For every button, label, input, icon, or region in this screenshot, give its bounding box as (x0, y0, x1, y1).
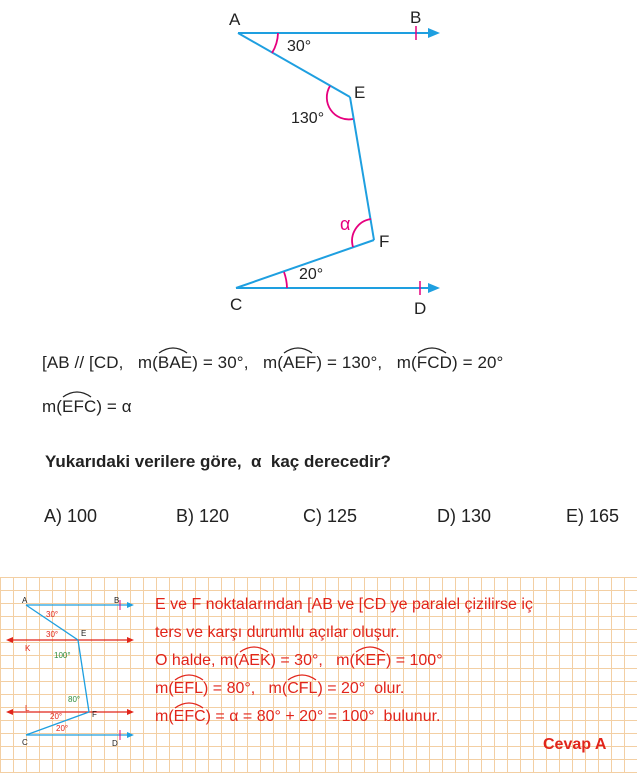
arc-efc-text (62, 397, 96, 417)
ray-cd-arrow (428, 283, 440, 293)
mini-angle-80: 80° (68, 695, 81, 704)
sol3-pre: O halde, m( (155, 652, 239, 669)
m4-arc: EFC (62, 397, 97, 416)
given-parallel: [AB // [CD, (42, 353, 124, 372)
mini-angle-30a: 30° (46, 610, 59, 619)
solution-line-4 (155, 680, 404, 698)
sol4-post: ) = 20° olur. (317, 680, 405, 697)
point-a-label: A (229, 10, 241, 29)
sol3-mid: ) = 30°, m( (270, 652, 355, 669)
m2-post: ) = 130°, (316, 353, 383, 372)
ray-ab-arrow (428, 28, 440, 38)
point-c-label: C (230, 295, 243, 314)
sol5-pre: m( (155, 708, 174, 725)
m4-pre: m( (42, 397, 63, 416)
angle-bae-label: 30° (287, 38, 312, 55)
sol4-pre: m( (155, 680, 174, 697)
m4-post: ) = α (96, 397, 132, 416)
point-f-label: F (379, 232, 390, 251)
solution-line-1: E ve F noktalarından [AB ve [CD ye paralel çizilirse iç (155, 596, 533, 613)
angle-efc-label: α (340, 214, 351, 234)
sol4-mid: ) = 80°, m( (203, 680, 288, 697)
option-e[interactable]: E) 165 (566, 506, 620, 526)
mini-b: B (114, 596, 120, 605)
m1-arc: BAE (157, 353, 193, 372)
solution-line-5 (155, 708, 440, 726)
arc-cfl-text (287, 680, 317, 698)
mini-c: C (22, 738, 28, 747)
arc-efl-text (174, 680, 203, 698)
m3-post: ) = 20° (452, 353, 504, 372)
angle-fcd-label: 20° (299, 266, 324, 283)
m2-pre: m( (263, 353, 284, 372)
sol3-arc2: KEF (354, 652, 386, 669)
solution-line-3 (155, 652, 443, 670)
mini-k: K (25, 644, 31, 653)
arc-bae (272, 33, 278, 53)
point-e-label: E (354, 83, 366, 102)
given-line-1 (42, 353, 503, 373)
sol3-arc1: AEK (238, 652, 271, 669)
sol4-arc1: EFL (173, 680, 203, 697)
mini-l: L (25, 704, 30, 713)
arc-fcd-text (417, 353, 452, 373)
arc-kef-text (355, 652, 386, 670)
solution-mini-figure (0, 590, 150, 750)
m3-pre: m( (396, 353, 417, 372)
arc-efc-sol-text (174, 708, 206, 726)
option-c[interactable]: C) 125 (303, 506, 358, 526)
m2-arc: AEF (283, 353, 317, 372)
m1-post: ) = 30°, (192, 353, 249, 372)
sol3-post: ) = 100° (385, 652, 443, 669)
sol5-post: ) = α = 80° + 20° = 100° bulunur. (205, 708, 441, 725)
arc-fcd (284, 272, 287, 288)
mini-f: F (92, 710, 97, 719)
option-a[interactable]: A) 100 (44, 506, 98, 526)
point-b-label: B (410, 8, 422, 27)
m3-arc: FCD (416, 353, 453, 372)
option-d[interactable]: D) 130 (437, 506, 492, 526)
solution-line-2: ters ve karşı durumlu açılar oluşur. (155, 624, 400, 641)
option-b[interactable]: B) 120 (176, 506, 230, 526)
mini-a: A (22, 596, 28, 605)
mini-angle-20a: 20° (50, 712, 63, 721)
arc-bae-text (158, 353, 192, 373)
answer-label: Cevap A (543, 736, 607, 753)
mini-angle-100: 100° (54, 651, 71, 660)
question-text: Yukarıdaki verilere göre, α kaç derecedir? (45, 452, 391, 471)
arc-aef-text (283, 353, 316, 373)
mini-angle-30b: 30° (46, 630, 59, 639)
angle-aef-label: 130° (291, 110, 325, 127)
m1-pre: m( (137, 353, 158, 372)
arc-aek-text (239, 652, 271, 670)
mini-angle-20b: 20° (56, 724, 69, 733)
mini-e: E (81, 629, 87, 638)
given-line-2 (42, 397, 132, 417)
sol5-arc: EFC (173, 708, 206, 725)
sol4-arc2: CFL (287, 680, 318, 697)
mini-d: D (112, 739, 118, 748)
point-d-label: D (414, 299, 427, 318)
